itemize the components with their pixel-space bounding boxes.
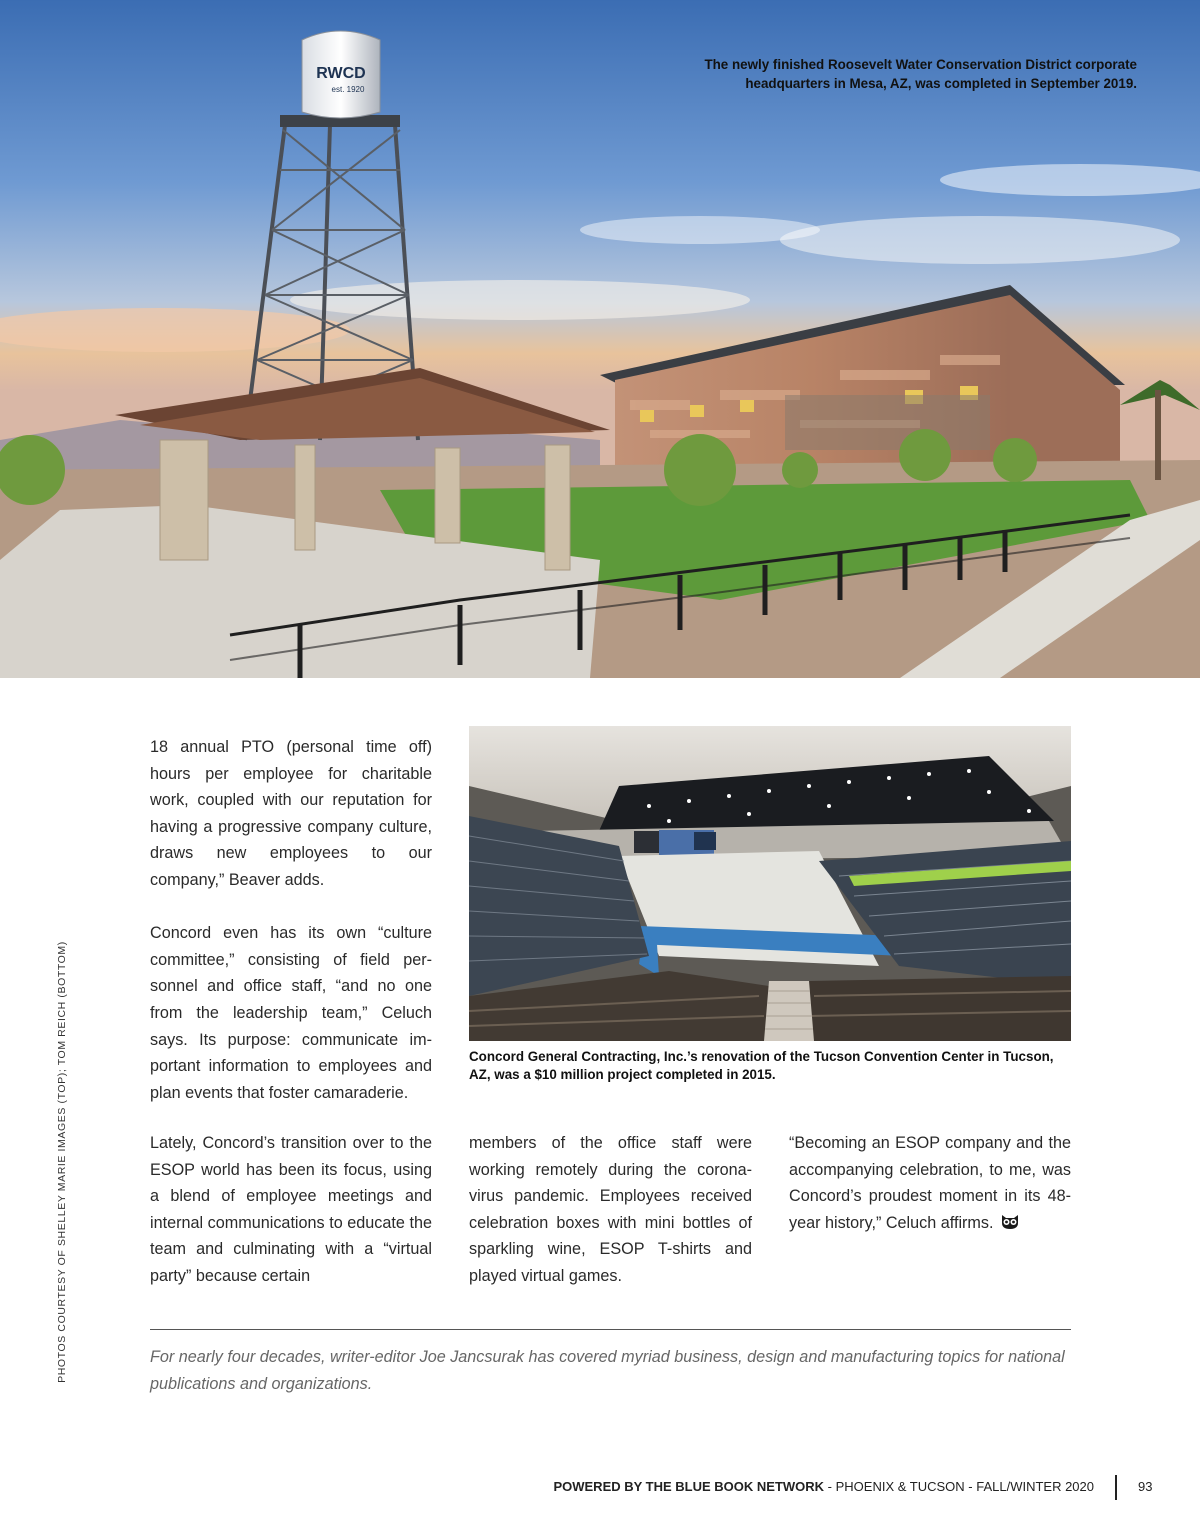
tower-lettering: RWCD xyxy=(316,65,366,82)
article-column-1-bottom xyxy=(150,1130,432,1290)
arena-photo-illustration xyxy=(469,726,1071,1041)
tower-est-lettering: est. 1920 xyxy=(331,85,365,94)
photo-credit-text: PHOTOS COURTESY OF SHELLEY MARIE IMAGES (TOP); TOM REICH (BOTTOM) xyxy=(56,941,68,1383)
article-column-3-bottom xyxy=(789,1130,1071,1236)
hero-photo xyxy=(0,0,1200,678)
hero-caption xyxy=(577,55,1137,93)
page-number: 93 xyxy=(1138,1479,1153,1494)
hero-caption-line-2: headquarters in Mesa, AZ, was completed in September 2019. xyxy=(745,76,1137,91)
article-paragraph: 18 annual PTO (personal time off) hours per employee for charitable work, coupled with our reputation for having a progressive company culture, draws new employees to our company,” Beaver adds. xyxy=(150,738,432,889)
article-column-2-bottom xyxy=(469,1130,752,1290)
arena-caption: Concord General Contracting, Inc.’s renovation of the Tucson Convention Center in Tucson, AZ, was a $10 million project completed in 2015. xyxy=(469,1049,1054,1082)
article-paragraph-closing xyxy=(789,1130,1071,1236)
footer-edition: - PHOENIX & TUCSON - FALL/WINTER 2020 xyxy=(824,1479,1094,1494)
footer-divider xyxy=(1115,1475,1117,1500)
hero-caption-line-1: The newly finished Roosevelt Water Conservation District corporate xyxy=(704,57,1137,72)
article-closing-text: “Becoming an ESOP company and the accompanying celebration, to me, was Concord’s proudest moment in its 48-year history,” Celuch affirms. xyxy=(789,1134,1071,1232)
author-bio: For nearly four decades, writer-editor Joe Jancsurak has covered myriad business, design and manufacturing topics for national publications and organizations. xyxy=(150,1348,1065,1393)
footer-brand: POWERED BY THE BLUE BOOK NETWORK xyxy=(553,1479,825,1494)
arena-photo xyxy=(469,726,1071,1041)
article-paragraph: members of the office staff were working remotely during the corona-virus pandemic. Employees received celebration boxes with mini bottles of sparkling wine, ESOP T-shirts and played virtual games. xyxy=(469,1134,752,1285)
article-paragraph: Lately, Concord’s transition over to the ESOP world has been its focus, using a blend of employee meetings and internal communications to educate the team and culminating with a “virtual party” because certain xyxy=(150,1134,432,1285)
hero-photo-illustration xyxy=(0,0,1200,678)
article-column-1-top xyxy=(150,734,432,1106)
page-footer xyxy=(553,1479,1094,1494)
article-paragraph: Concord even has its own “culture committee,” consisting of field per-sonnel and office staff, “and no one from the leadership team,” Celuch says. Its purpose: communicate im-portant information to employees and plan events that foster camaraderie. xyxy=(150,924,432,1102)
bio-divider xyxy=(150,1329,1071,1330)
owl-end-mark-icon xyxy=(1000,1214,1020,1230)
